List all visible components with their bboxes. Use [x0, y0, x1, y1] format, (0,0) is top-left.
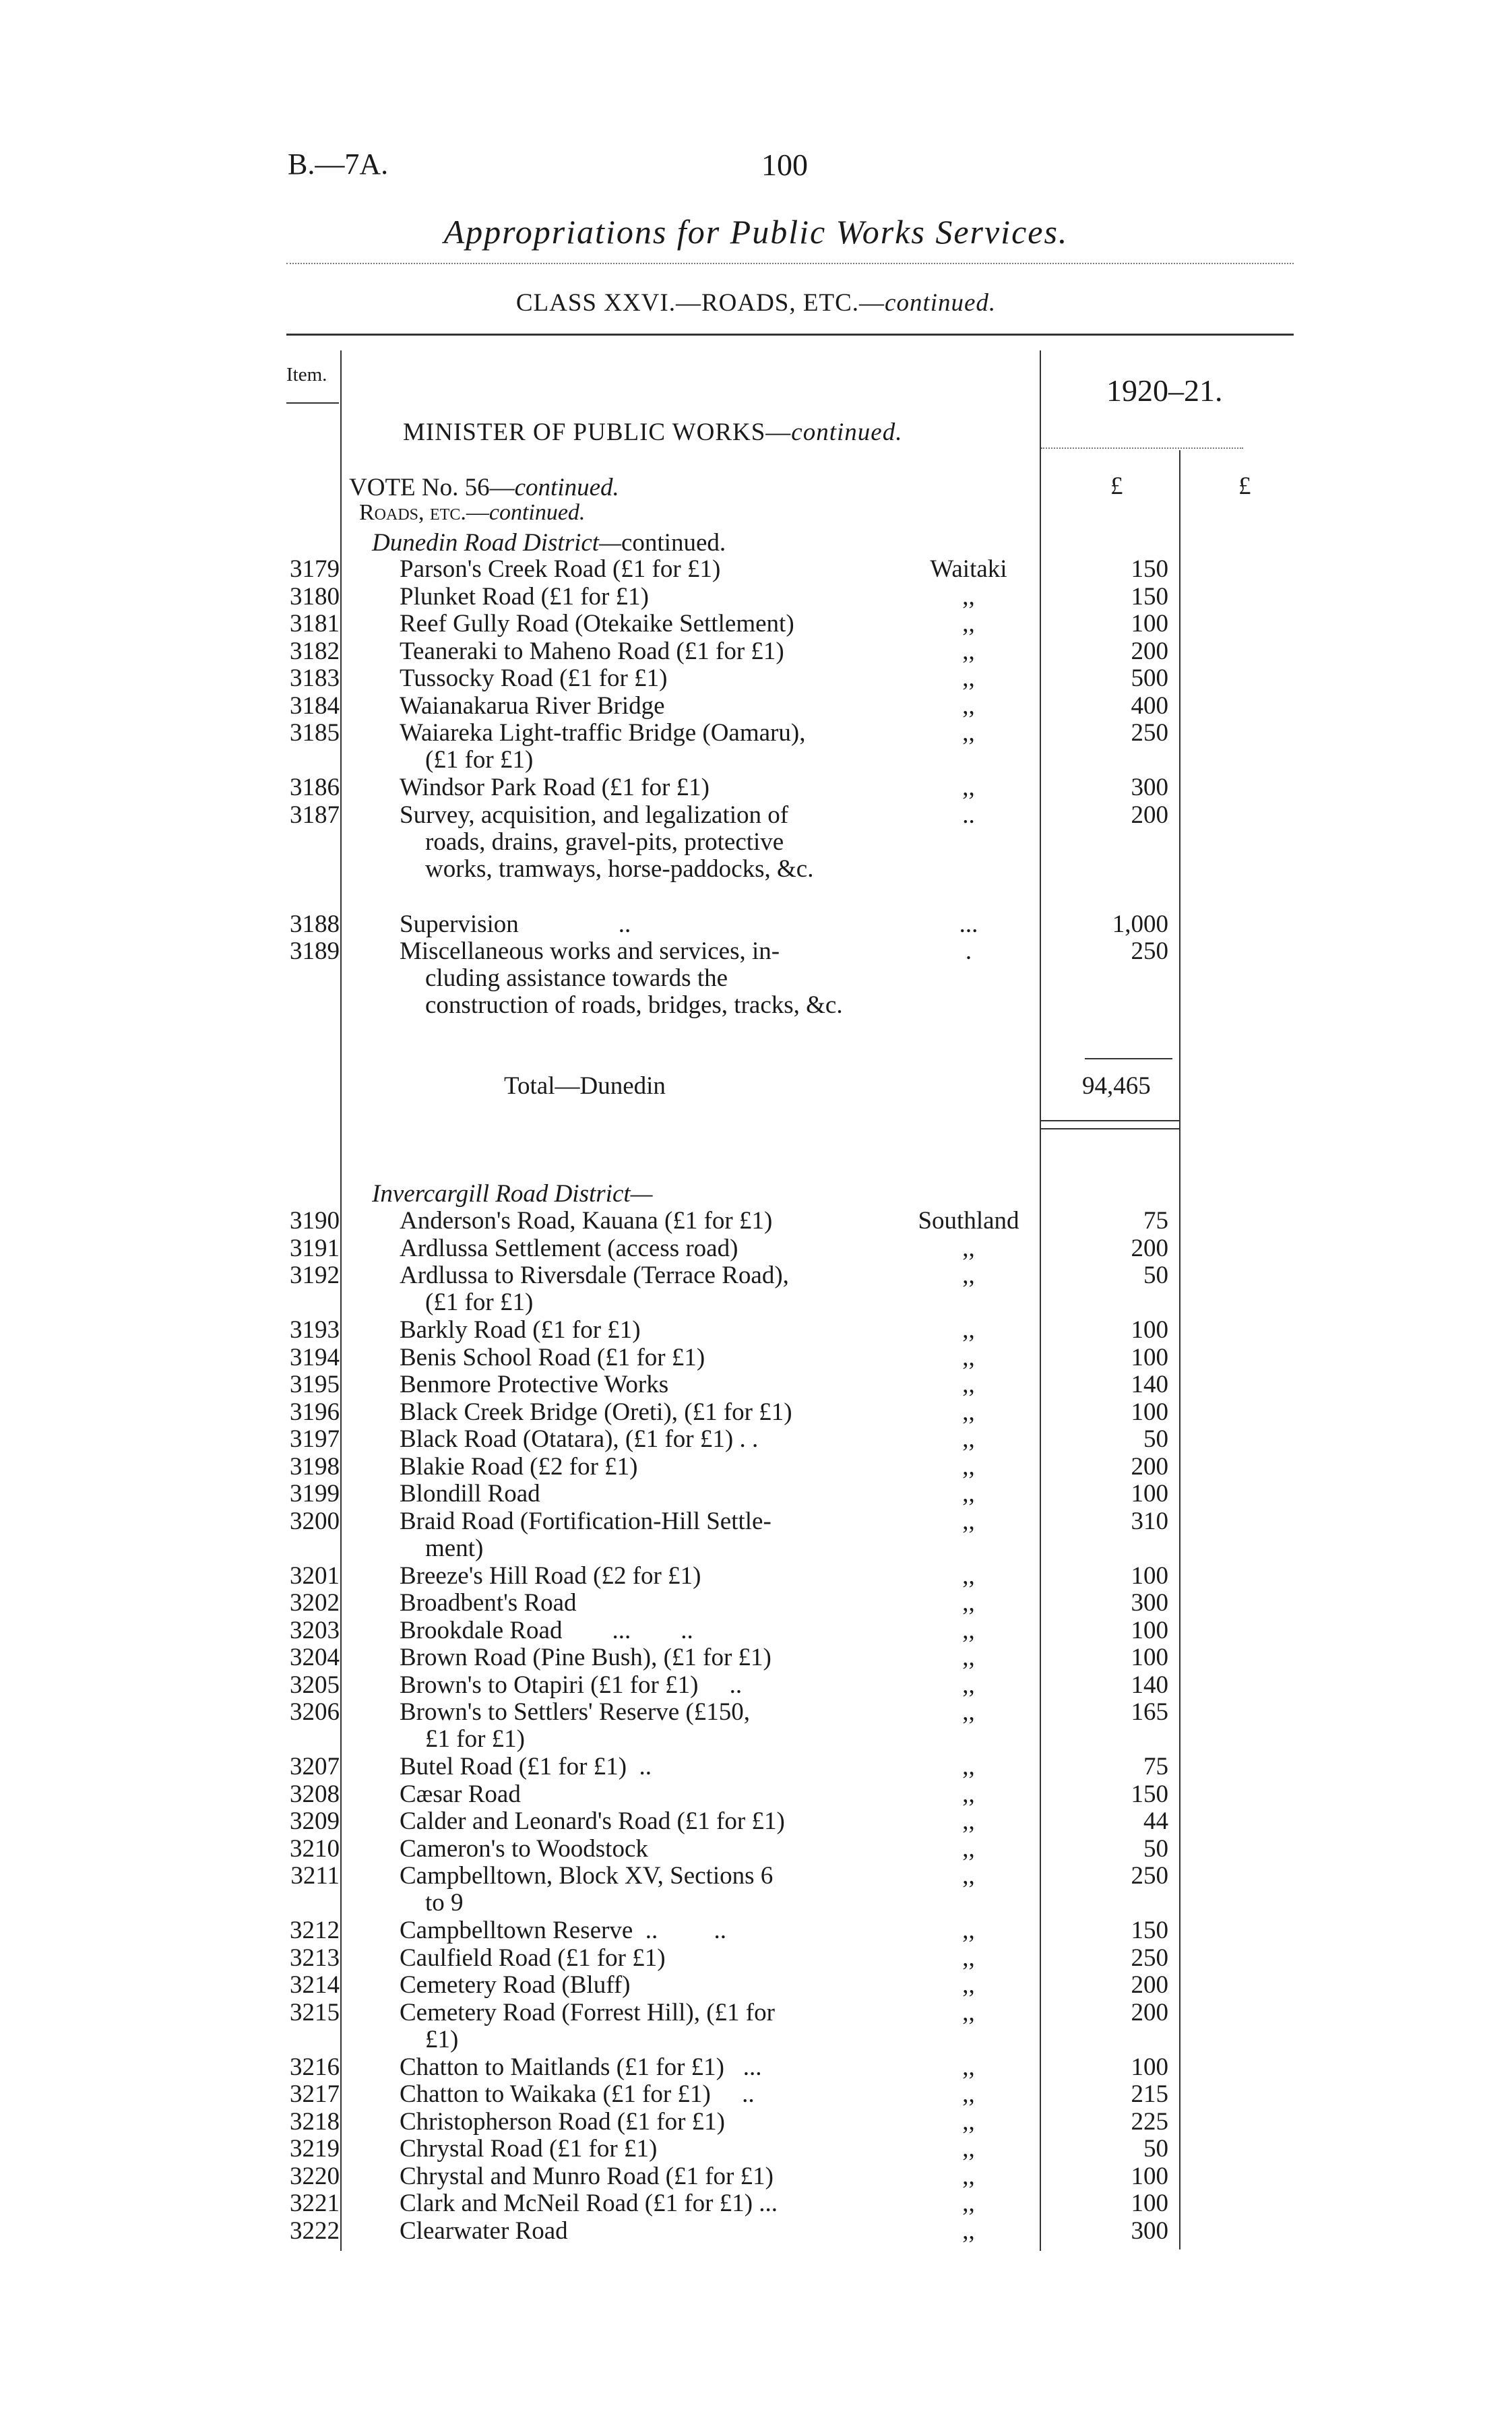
item-number: 3201 [290, 1561, 340, 1590]
location: ,, [962, 1398, 975, 1426]
item-number: 3220 [290, 2162, 340, 2190]
amount: 100 [1131, 1480, 1168, 1508]
description-line: Benis School Road (£1 for £1) [400, 1343, 705, 1371]
item-number: 3221 [290, 2190, 340, 2217]
dunedin-total-amount: 94,465 [1082, 1072, 1151, 1100]
item-description [400, 1972, 858, 1999]
item-number: 3210 [290, 1834, 340, 1863]
item-number: 3200 [290, 1507, 340, 1535]
description-line: Cæsar Road [400, 1780, 521, 1808]
location: ,, [962, 610, 975, 638]
location: ,, [962, 1644, 975, 1671]
item-description [400, 720, 858, 774]
location: ,, [962, 2053, 975, 2081]
item-description [400, 774, 858, 801]
item-description [400, 556, 858, 583]
description-line: Tussocky Road (£1 for £1) [400, 664, 668, 692]
location: ,, [962, 1698, 975, 1726]
item-description [400, 2081, 858, 2108]
description-line: Calder and Leonard's Road (£1 for £1) [400, 1807, 785, 1835]
amount: 150 [1131, 555, 1168, 583]
location: ,, [962, 2107, 975, 2136]
location: ,, [962, 1371, 975, 1398]
amount: 200 [1131, 1998, 1168, 2026]
location: ,, [962, 774, 975, 801]
location: ,, [962, 1452, 975, 1481]
item-number: 3192 [290, 1262, 340, 1289]
description-continuation: £1) [425, 2025, 459, 2053]
description-continuation: £1 for £1) [425, 1725, 525, 1753]
description-line: Cemetery Road (Forrest Hill), (£1 for [400, 1998, 775, 2026]
item-number: 3189 [290, 937, 340, 965]
item-description [400, 1235, 858, 1262]
item-description [400, 584, 858, 611]
description-line: Christopherson Road (£1 for £1) [400, 2107, 725, 2136]
description-continuation: (£1 for £1) [425, 1289, 534, 1316]
item-number: 3204 [290, 1644, 340, 1671]
description-line: Supervision .. [400, 910, 631, 938]
location: ,, [962, 1917, 975, 1944]
dunedin-heading-cont: continued. [621, 529, 726, 557]
item-description [400, 1863, 858, 1917]
title-rule [286, 263, 1294, 264]
currency-column-1: £ [1110, 472, 1123, 500]
table-top-rule [286, 334, 1294, 336]
vote-text: VOTE No. 56— [349, 474, 515, 501]
description-line: Blondill Road [400, 1480, 540, 1508]
item-description [400, 1454, 858, 1481]
description-line: Ardlussa to Riversdale (Terrace Road), [400, 1262, 789, 1289]
item-number: 3194 [290, 1343, 340, 1371]
amount: 300 [1131, 2216, 1168, 2245]
dunedin-total-label: Total—Dunedin [504, 1072, 666, 1100]
class-heading [0, 288, 1512, 317]
item-description [400, 693, 858, 720]
amount: 225 [1131, 2107, 1168, 2136]
description-line: Brown's to Otapiri (£1 for £1) .. [400, 1671, 743, 1699]
location: ,, [962, 691, 975, 720]
description-line: Anderson's Road, Kauana (£1 for £1) [400, 1207, 773, 1235]
description-line: Clark and McNeil Road (£1 for £1) ... [400, 2190, 778, 2217]
location: ... [959, 910, 978, 938]
item-number: 3191 [290, 1234, 340, 1262]
description-line: Breeze's Hill Road (£2 for £1) [400, 1561, 701, 1590]
location: ,, [962, 1507, 975, 1535]
item-number: 3196 [290, 1398, 340, 1426]
document-reference: B.—7A. [288, 148, 389, 181]
item-description [400, 2163, 858, 2190]
amount: 250 [1131, 719, 1168, 747]
item-number: 3214 [290, 1971, 340, 1999]
amount: 1,000 [1112, 910, 1168, 938]
item-description [400, 1508, 858, 1562]
location: Southland [918, 1207, 1019, 1235]
amount: 100 [1131, 1316, 1168, 1344]
item-number: 3195 [290, 1371, 340, 1398]
description-line: Broadbent's Road [400, 1589, 577, 1617]
description-line: Waiareka Light-traffic Bridge (Oamaru), [400, 719, 806, 747]
location: ,, [962, 2190, 975, 2217]
item-column-divider [340, 350, 342, 2251]
item-description [400, 1699, 858, 1753]
year-header: 1920–21. [1106, 373, 1223, 408]
item-number: 3186 [290, 774, 340, 801]
item-number: 3208 [290, 1780, 340, 1808]
item-description [400, 638, 858, 665]
item-description [400, 911, 858, 938]
item-number: 3209 [290, 1807, 340, 1835]
description-continuation: (£1 for £1) [425, 746, 534, 774]
amount-column-divider [1040, 350, 1041, 2251]
amount: 150 [1131, 1917, 1168, 1944]
location: ,, [962, 2135, 975, 2163]
item-description [400, 1617, 858, 1644]
amount: 150 [1131, 582, 1168, 611]
description-line: Campbelltown Reserve .. .. [400, 1917, 727, 1944]
item-number: 3216 [290, 2053, 340, 2081]
roads-cont: continued. [489, 500, 586, 525]
amount: 100 [1131, 1616, 1168, 1644]
amount: 100 [1131, 1561, 1168, 1590]
item-description [400, 1344, 858, 1371]
amount: 250 [1131, 1862, 1168, 1890]
item-number: 3184 [290, 691, 340, 720]
item-description [400, 1808, 858, 1835]
amount: 500 [1131, 664, 1168, 692]
amount: 100 [1131, 2162, 1168, 2190]
description-line: Butel Road (£1 for £1) .. [400, 1753, 652, 1780]
amount: 100 [1131, 610, 1168, 638]
description-line: Chatton to Waikaka (£1 for £1) .. [400, 2080, 755, 2108]
description-line: Clearwater Road [400, 2216, 568, 2245]
location: ,, [962, 1862, 975, 1890]
item-column-header: Item. [286, 364, 327, 385]
item-number: 3219 [290, 2135, 340, 2163]
description-line: Braid Road (Fortification-Hill Settle- [400, 1507, 771, 1535]
amount: 75 [1143, 1753, 1168, 1780]
location: ,, [962, 2162, 975, 2190]
location: ,, [962, 1480, 975, 1508]
location: ,, [962, 1561, 975, 1590]
minister-text: MINISTER OF PUBLIC WORKS— [403, 418, 792, 446]
description-line: Barkly Road (£1 for £1) [400, 1316, 641, 1344]
description-continuation: roads, drains, gravel-pits, protective works, tramways, horse-paddocks, &c. [425, 828, 814, 883]
roads-text: Roads, etc.— [359, 500, 489, 525]
description-line: Cameron's to Woodstock [400, 1834, 648, 1863]
roads-heading [359, 500, 585, 526]
item-description [400, 665, 858, 692]
item-number: 3181 [290, 610, 340, 638]
item-number: 3180 [290, 582, 340, 611]
description-line: Teaneraki to Maheno Road (£1 for £1) [400, 637, 784, 665]
item-description [400, 2218, 858, 2245]
item-number: 3187 [290, 801, 340, 829]
item-number: 3183 [290, 664, 340, 692]
item-number: 3185 [290, 719, 340, 747]
description-line: Ardlussa Settlement (access road) [400, 1234, 738, 1262]
item-number: 3197 [290, 1425, 340, 1453]
item-description [400, 938, 858, 1019]
location: ,, [962, 1425, 975, 1453]
amount: 50 [1143, 1834, 1168, 1863]
location: ,, [962, 1234, 975, 1262]
class-heading-text: CLASS XXVI.—ROADS, ETC.— [515, 289, 885, 317]
location: ,, [962, 1316, 975, 1344]
currency-column-2: £ [1238, 472, 1251, 500]
item-number: 3217 [290, 2080, 340, 2108]
description-continuation: to 9 [425, 1889, 464, 1917]
item-description [400, 1836, 858, 1863]
description-line: Waianakarua River Bridge [400, 691, 665, 720]
item-number: 3193 [290, 1316, 340, 1344]
item-description [400, 1208, 858, 1235]
item-description [400, 1945, 858, 1972]
item-number: 3218 [290, 2107, 340, 2136]
description-line: Campbelltown, Block XV, Sections 6 [400, 1862, 774, 1890]
item-header-rule [286, 402, 339, 404]
location: ,, [962, 1834, 975, 1863]
location: ,, [962, 582, 975, 611]
item-number: 3190 [290, 1207, 340, 1235]
item-description [400, 1262, 858, 1316]
item-number: 3215 [290, 1998, 340, 2026]
location: ,, [962, 1262, 975, 1289]
location: ,, [962, 1780, 975, 1808]
item-description [400, 802, 858, 883]
description-line: Blakie Road (£2 for £1) [400, 1452, 638, 1481]
vote-heading [349, 473, 619, 502]
location: .. [962, 801, 975, 829]
location: ,, [962, 664, 975, 692]
item-description [400, 2136, 858, 2163]
item-number: 3205 [290, 1671, 340, 1699]
location: ,, [962, 1807, 975, 1835]
item-description [400, 1917, 858, 1944]
item-description [400, 611, 858, 638]
description-line: Brown Road (Pine Bush), (£1 for £1) [400, 1644, 771, 1671]
location: ,, [962, 1671, 975, 1699]
minister-cont: continued. [791, 418, 903, 446]
description-line: Plunket Road (£1 for £1) [400, 582, 649, 611]
amount: 400 [1131, 691, 1168, 720]
description-line: Caulfield Road (£1 for £1) [400, 1944, 666, 1972]
description-line: Miscellaneous works and services, in- [400, 937, 780, 965]
amount: 310 [1131, 1507, 1168, 1535]
description-line: Reef Gully Road (Otekaike Settlement) [400, 610, 794, 638]
total-top-rule [1085, 1058, 1172, 1059]
amount: 44 [1143, 1807, 1168, 1835]
description-line: Benmore Protective Works [400, 1371, 669, 1398]
item-number: 3206 [290, 1698, 340, 1726]
description-line: Brown's to Settlers' Reserve (£150, [400, 1698, 750, 1726]
amount: 215 [1131, 2080, 1168, 2108]
page-title: Appropriations for Public Works Services. [443, 213, 1069, 251]
vote-cont: continued. [514, 474, 619, 501]
total-bottom-rule-2 [1041, 1128, 1179, 1129]
item-description [400, 1426, 858, 1453]
amount: 100 [1131, 2053, 1168, 2081]
item-number: 3188 [290, 910, 340, 938]
item-description [400, 1317, 858, 1344]
location: ,, [962, 1753, 975, 1780]
item-number: 3199 [290, 1480, 340, 1508]
item-number: 3207 [290, 1753, 340, 1780]
location: ,, [962, 2216, 975, 2245]
item-number: 3212 [290, 1917, 340, 1944]
item-description [400, 1590, 858, 1617]
amount: 50 [1143, 1425, 1168, 1453]
description-line: Cemetery Road (Bluff) [400, 1971, 631, 1999]
amount: 300 [1131, 1589, 1168, 1617]
description-line: Chrystal Road (£1 for £1) [400, 2135, 658, 2163]
item-description [400, 1399, 858, 1426]
location: ,, [962, 1343, 975, 1371]
second-amount-divider [1179, 450, 1180, 2250]
item-description [400, 1672, 858, 1699]
location: ,, [962, 1589, 975, 1617]
location: Waitaki [930, 555, 1007, 583]
item-number: 3179 [290, 555, 340, 583]
amount: 250 [1131, 1944, 1168, 1972]
item-number: 3182 [290, 637, 340, 665]
total-bottom-rule [1041, 1120, 1179, 1121]
item-description [400, 1563, 858, 1590]
item-description [400, 2109, 858, 2136]
item-description [400, 1781, 858, 1808]
amount: 150 [1131, 1780, 1168, 1808]
item-number: 3203 [290, 1616, 340, 1644]
location: ,, [962, 1616, 975, 1644]
description-line: Black Road (Otatara), (£1 for £1) . . [400, 1425, 759, 1453]
location: ,, [962, 637, 975, 665]
amount: 50 [1143, 2135, 1168, 2163]
item-description [400, 2054, 858, 2081]
description-line: Survey, acquisition, and legalization of [400, 801, 789, 829]
amount: 100 [1131, 2190, 1168, 2217]
amount: 200 [1131, 1234, 1168, 1262]
amount: 140 [1131, 1371, 1168, 1398]
description-line: Brookdale Road ... .. [400, 1616, 693, 1644]
item-description [400, 1999, 858, 2053]
item-description [400, 2190, 858, 2217]
location: ,, [962, 1971, 975, 1999]
amount: 75 [1143, 1207, 1168, 1235]
item-description [400, 1754, 858, 1780]
item-description [400, 1481, 858, 1508]
invercargill-district-heading: Invercargill Road District— [372, 1180, 653, 1208]
description-line: Windsor Park Road (£1 for £1) [400, 774, 710, 801]
description-continuation: ment) [425, 1534, 484, 1562]
amount: 50 [1143, 1262, 1168, 1289]
location: ,, [962, 1944, 975, 1972]
item-number: 3213 [290, 1944, 340, 1972]
dunedin-district-heading [372, 528, 726, 557]
location: ,, [962, 1998, 975, 2026]
item-number: 3198 [290, 1452, 340, 1481]
amount: 200 [1131, 1452, 1168, 1481]
amount: 100 [1131, 1398, 1168, 1426]
amount: 140 [1131, 1671, 1168, 1699]
amount: 100 [1131, 1343, 1168, 1371]
amount: 300 [1131, 774, 1168, 801]
description-line: Chatton to Maitlands (£1 for £1) ... [400, 2053, 762, 2081]
amount: 200 [1131, 801, 1168, 829]
year-rule [1041, 447, 1243, 449]
amount: 200 [1131, 637, 1168, 665]
item-number: 3222 [290, 2216, 340, 2245]
amount: 200 [1131, 1971, 1168, 1999]
description-continuation: cluding assistance towards the construction of roads, bridges, tracks, &c. [425, 964, 843, 1019]
minister-heading [403, 418, 902, 447]
item-number: 3211 [290, 1862, 340, 1890]
page-number: 100 [761, 148, 808, 182]
description-line: Black Creek Bridge (Oreti), (£1 for £1) [400, 1398, 792, 1426]
amount: 100 [1131, 1644, 1168, 1671]
description-line: Parson's Creek Road (£1 for £1) [400, 555, 721, 583]
amount: 250 [1131, 937, 1168, 965]
dunedin-heading-text: Dunedin Road District— [372, 529, 621, 557]
item-description [400, 1371, 858, 1398]
item-description [400, 1644, 858, 1671]
location: ,, [962, 2080, 975, 2108]
amount: 165 [1131, 1698, 1168, 1726]
location: . [965, 937, 972, 965]
class-heading-cont: continued. [885, 289, 997, 317]
description-line: Chrystal and Munro Road (£1 for £1) [400, 2162, 774, 2190]
location: ,, [962, 719, 975, 747]
item-number: 3202 [290, 1589, 340, 1617]
